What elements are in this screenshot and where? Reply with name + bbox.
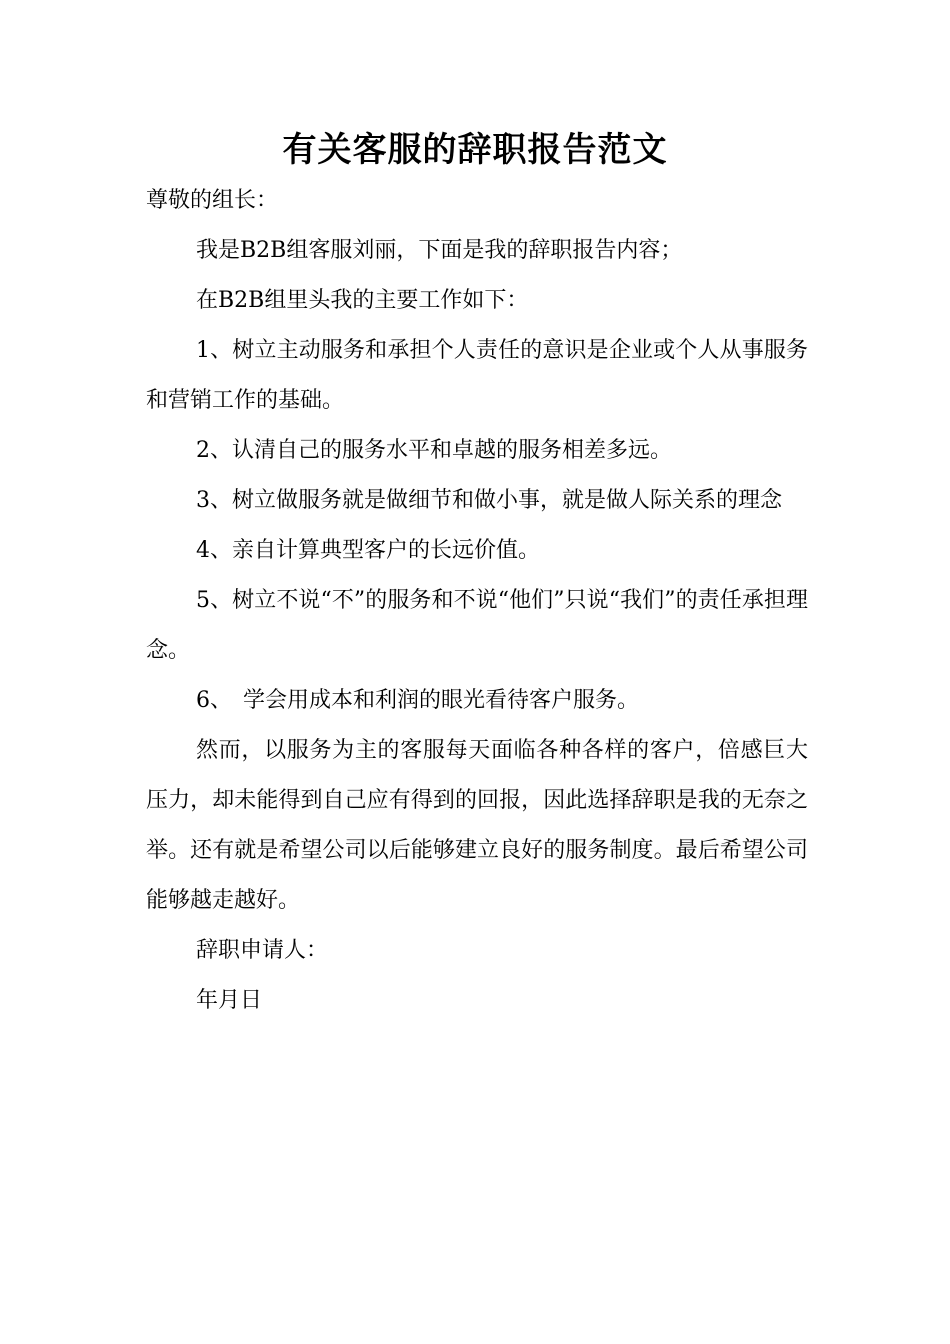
signature-line: 辞职申请人： [196,938,329,963]
paragraph-item-5: 5、树立不说“不”的服务和不说“他们”只说“我们”的责任承担理念。 [146,588,808,663]
paragraph-intro: 我是B2B组客服刘丽，下面是我的辞职报告内容； [196,238,683,263]
paragraph-conclusion: 然而，以服务为主的客服每天面临各种各样的客户，倍感巨大压力，却未能得到自己应有得到的回报，因此选择辞职是我的无奈之举。还有就是希望公司以后能够建立良好的服务制度。最后希望公司能够越走越好。 [146,738,808,913]
paragraph-item-4: 4、亲自计算典型客户的长远价值。 [196,538,540,563]
document-title: 有关客服的辞职报告范文 [282,130,668,170]
paragraph-item-6: 6、 学会用成本和利润的眼光看待客户服务。 [196,688,639,713]
salutation: 尊敬的组长： [146,188,279,213]
date-line: 年月日 [196,988,263,1013]
paragraph-item-3: 3、树立做服务就是做细节和做小事，就是做人际关系的理念 [196,488,782,513]
document-body [146,176,808,1026]
paragraph-item-1: 1、树立主动服务和承担个人责任的意识是企业或个人从事服务和营销工作的基础。 [146,338,808,413]
paragraph-item-2: 2、认清自己的服务水平和卓越的服务相差多远。 [196,438,672,463]
paragraph-work-heading: 在B2B组里头我的主要工作如下： [196,288,529,313]
